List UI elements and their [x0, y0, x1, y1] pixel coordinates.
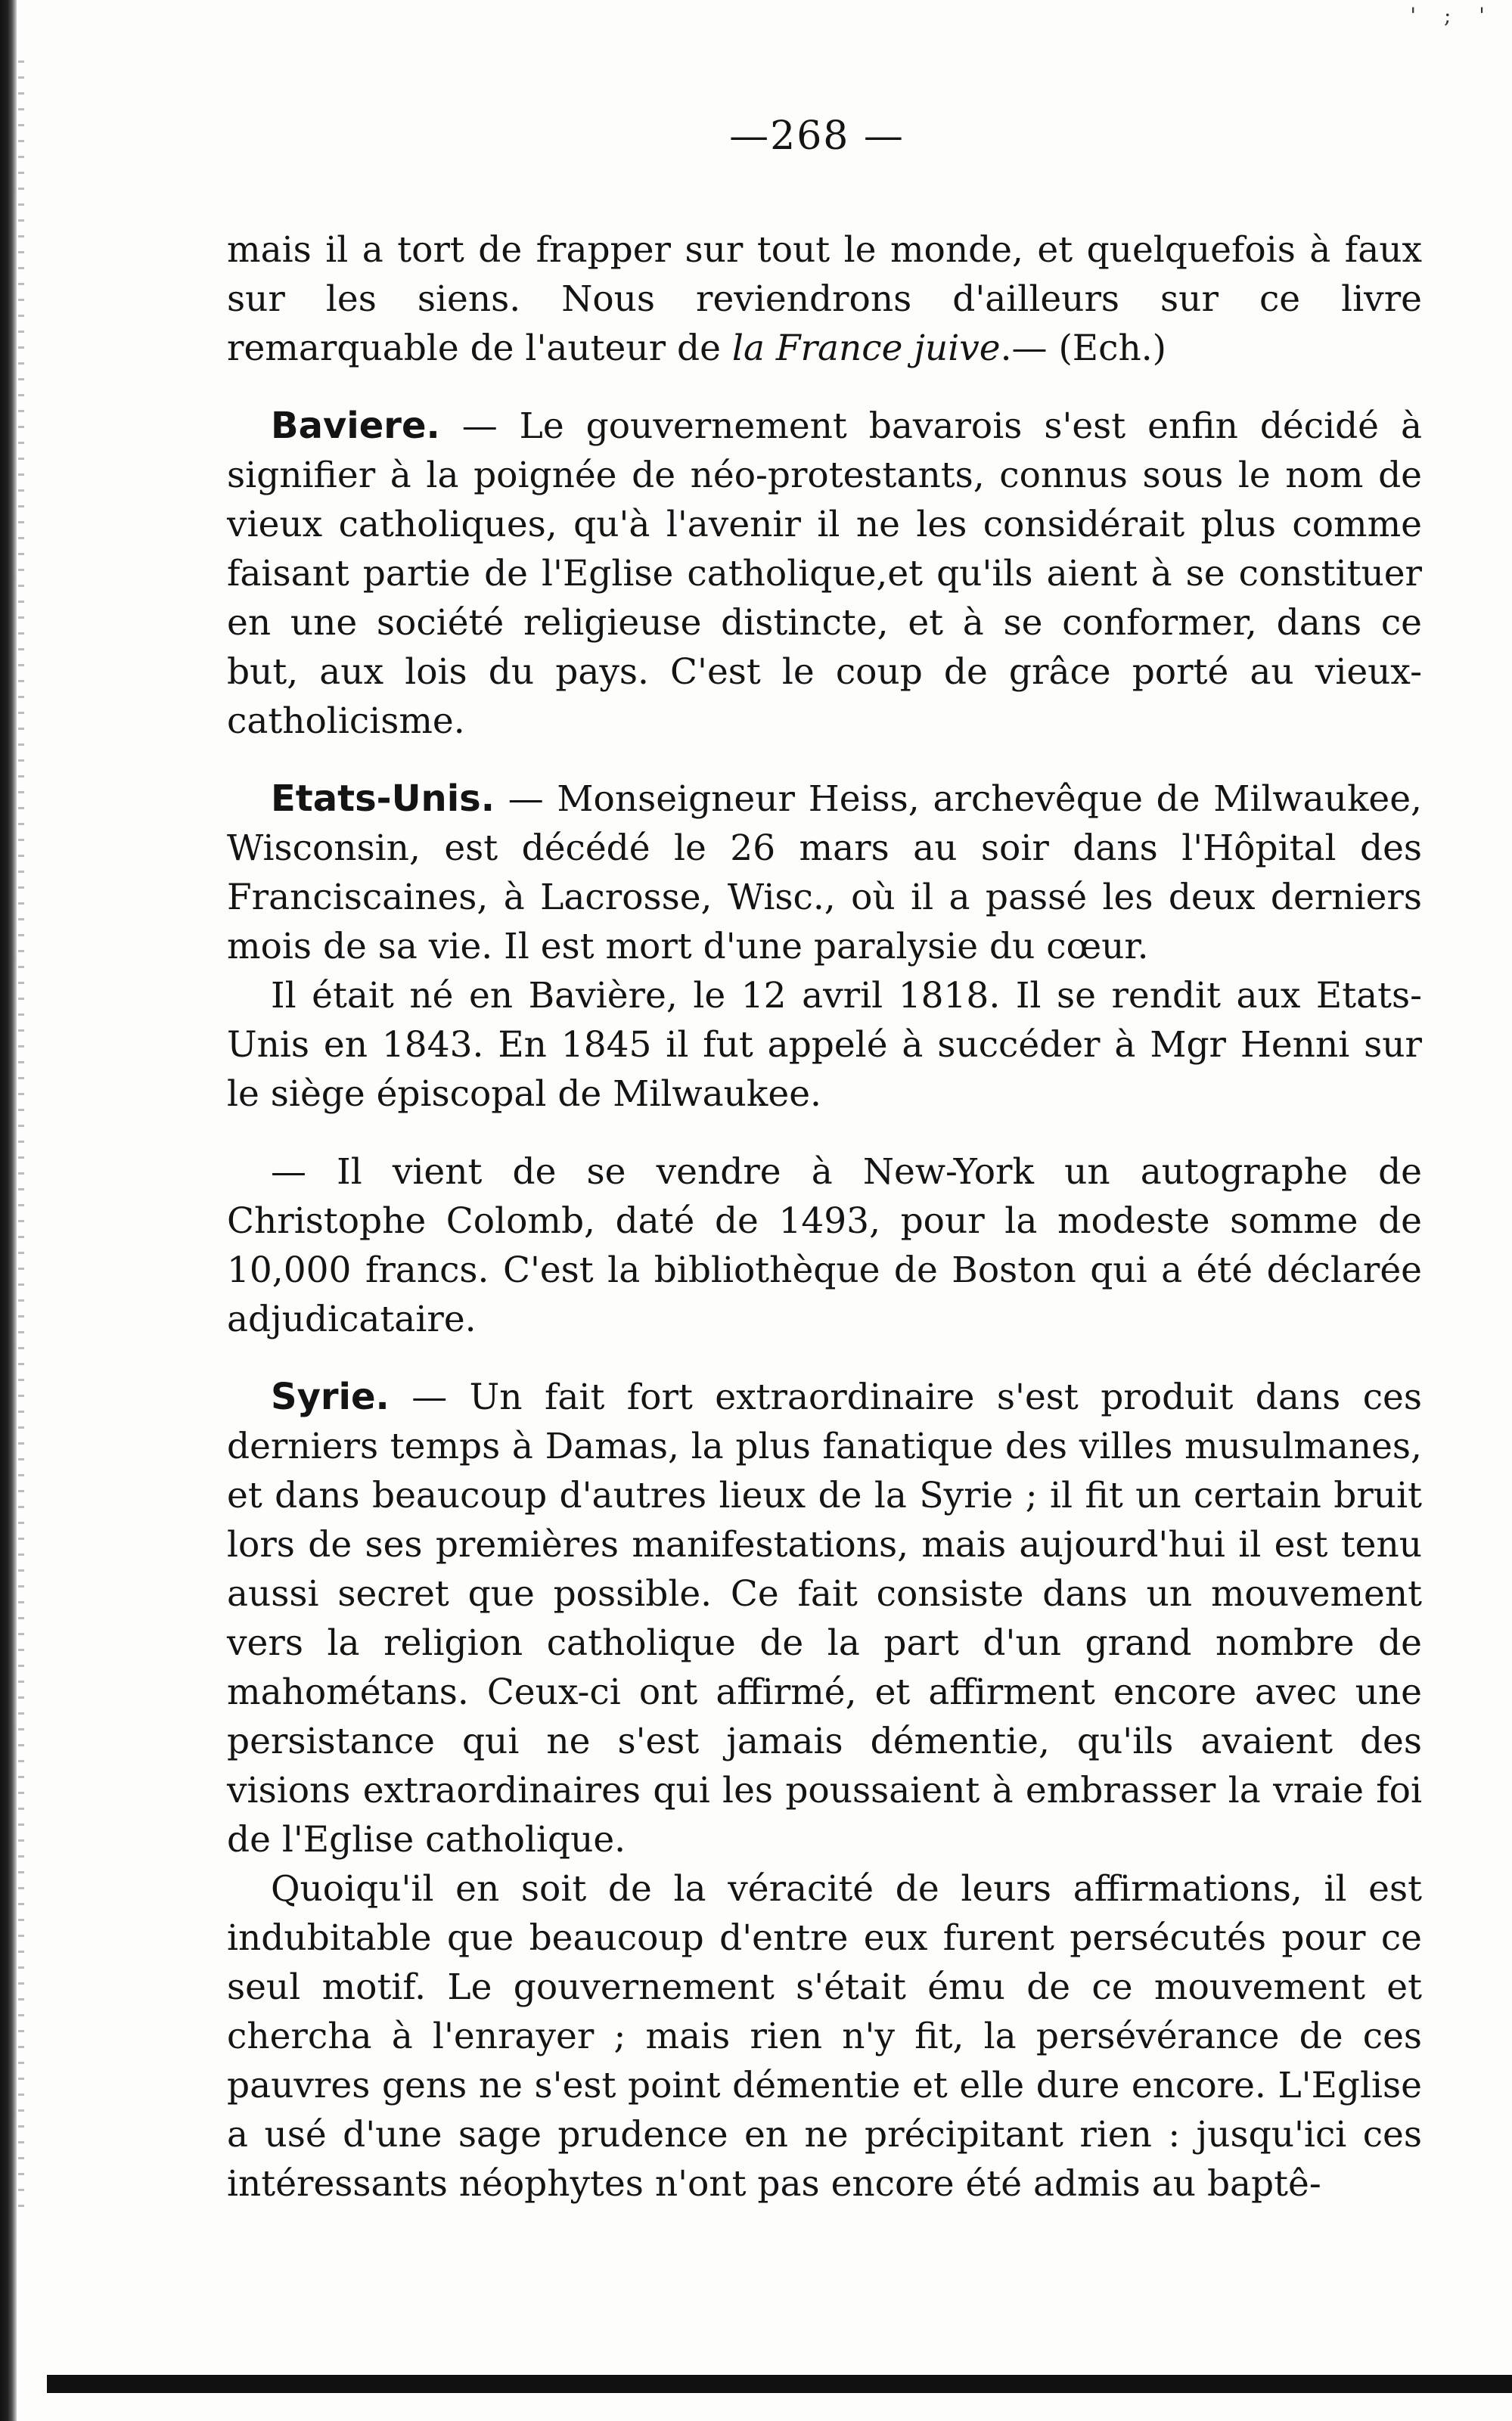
paragraph-text: — Le gouvernement bavarois s'est enfin décidé à signifier à la poignée de néo-protestants, connus sous le nom de vieux catholiques, qu'à l'avenir il ne les considérait plus comme faisant partie de l'Eglise catholique,et qu'ils aient à se constituer en une société religieuse distincte, et à se conformer, dans ce but, aux lois du pays. C'est le coup de grâce porté au vieux-catholicisme.: [227, 405, 1422, 742]
paragraph-syrie: [227, 1373, 1422, 1864]
section-heading-etats-unis: Etats-Unis.: [271, 778, 495, 820]
paragraph-text: Il était né en Bavière, le 12 avril 1818. Il se rendit aux Etats-Unis en 1843. En 1845 il fut appelé à succéder à Mgr Henni sur le siège épiscopal de Milwaukee.: [227, 975, 1422, 1115]
paragraph-autographe: [227, 1147, 1422, 1344]
text-column: [227, 225, 1422, 2208]
section-heading-baviere: Baviere.: [271, 405, 440, 447]
paragraph-continuation: [227, 225, 1422, 373]
paragraph-etats-unis-2: [227, 971, 1422, 1119]
section-heading-syrie: Syrie.: [271, 1376, 390, 1418]
page-number: —268 —: [729, 113, 905, 159]
paragraph-text: .— (Ech.): [1000, 327, 1166, 369]
binding-edge: [0, 0, 17, 2421]
paragraph-text: — Monseigneur Heiss, archevêque de Milwaukee, Wisconsin, est décédé le 26 mars au soir dans l'Hôpital des Franciscaines, à Lacrosse, Wisc., où il a passé les deux derniers mois de sa vie. Il est mort d'une paralysie du cœur.: [227, 778, 1422, 967]
paragraph-etats-unis: [227, 774, 1422, 971]
paragraph-text: — Il vient de se vendre à New-York un autographe de Christophe Colomb, daté de 1493, pour la modeste somme de 10,000 francs. C'est la bibliothèque de Boston qui a été déclarée adjudicataire.: [227, 1151, 1422, 1340]
book-title: la France juive: [731, 327, 1001, 369]
binding-speckle: [18, 61, 24, 2216]
paragraph-syrie-2: [227, 1864, 1422, 2208]
corner-marks: ' ; ': [1410, 3, 1495, 28]
scan-bottom-edge: [47, 2375, 1512, 2393]
paragraph-baviere: [227, 402, 1422, 746]
paragraph-text: mais il a tort de frapper sur tout le monde, et quelquefois à faux sur les siens. Nous reviendrons d'ailleurs sur ce livre remarquable de l'auteur de: [227, 229, 1422, 369]
paragraph-text: — Un fait fort extraordinaire s'est produit dans ces derniers temps à Damas, la plus fanatique des villes musulmanes, et dans beaucoup d'autres lieux de la Syrie ; il fit un certain bruit lors de ses premières manifestations, mais aujourd'hui il est tenu aussi secret que possible. Ce fait consiste dans un mouvement vers la religion catholique de la part d'un grand nombre de mahométans. Ceux-ci ont affirmé, et affirment encore avec une persistance qui ne s'est jamais démentie, qu'ils avaient des visions extraordinaires qui les poussaient à embrasser la vraie foi de l'Eglise catholique.: [227, 1377, 1422, 1861]
paragraph-text: Quoiqu'il en soit de la véracité de leurs affirmations, il est indubitable que beaucoup d'entre eux furent persécutés pour ce seul motif. Le gouvernement s'était ému de ce mouvement et chercha à l'enrayer ; mais rien n'y fit, la persévérance de ces pauvres gens ne s'est point démentie et elle dure encore. L'Eglise a usé d'une sage prudence en ne précipitant rien : jusqu'ici ces intéressants néophytes n'ont pas encore été admis au baptê-: [227, 1868, 1422, 2205]
